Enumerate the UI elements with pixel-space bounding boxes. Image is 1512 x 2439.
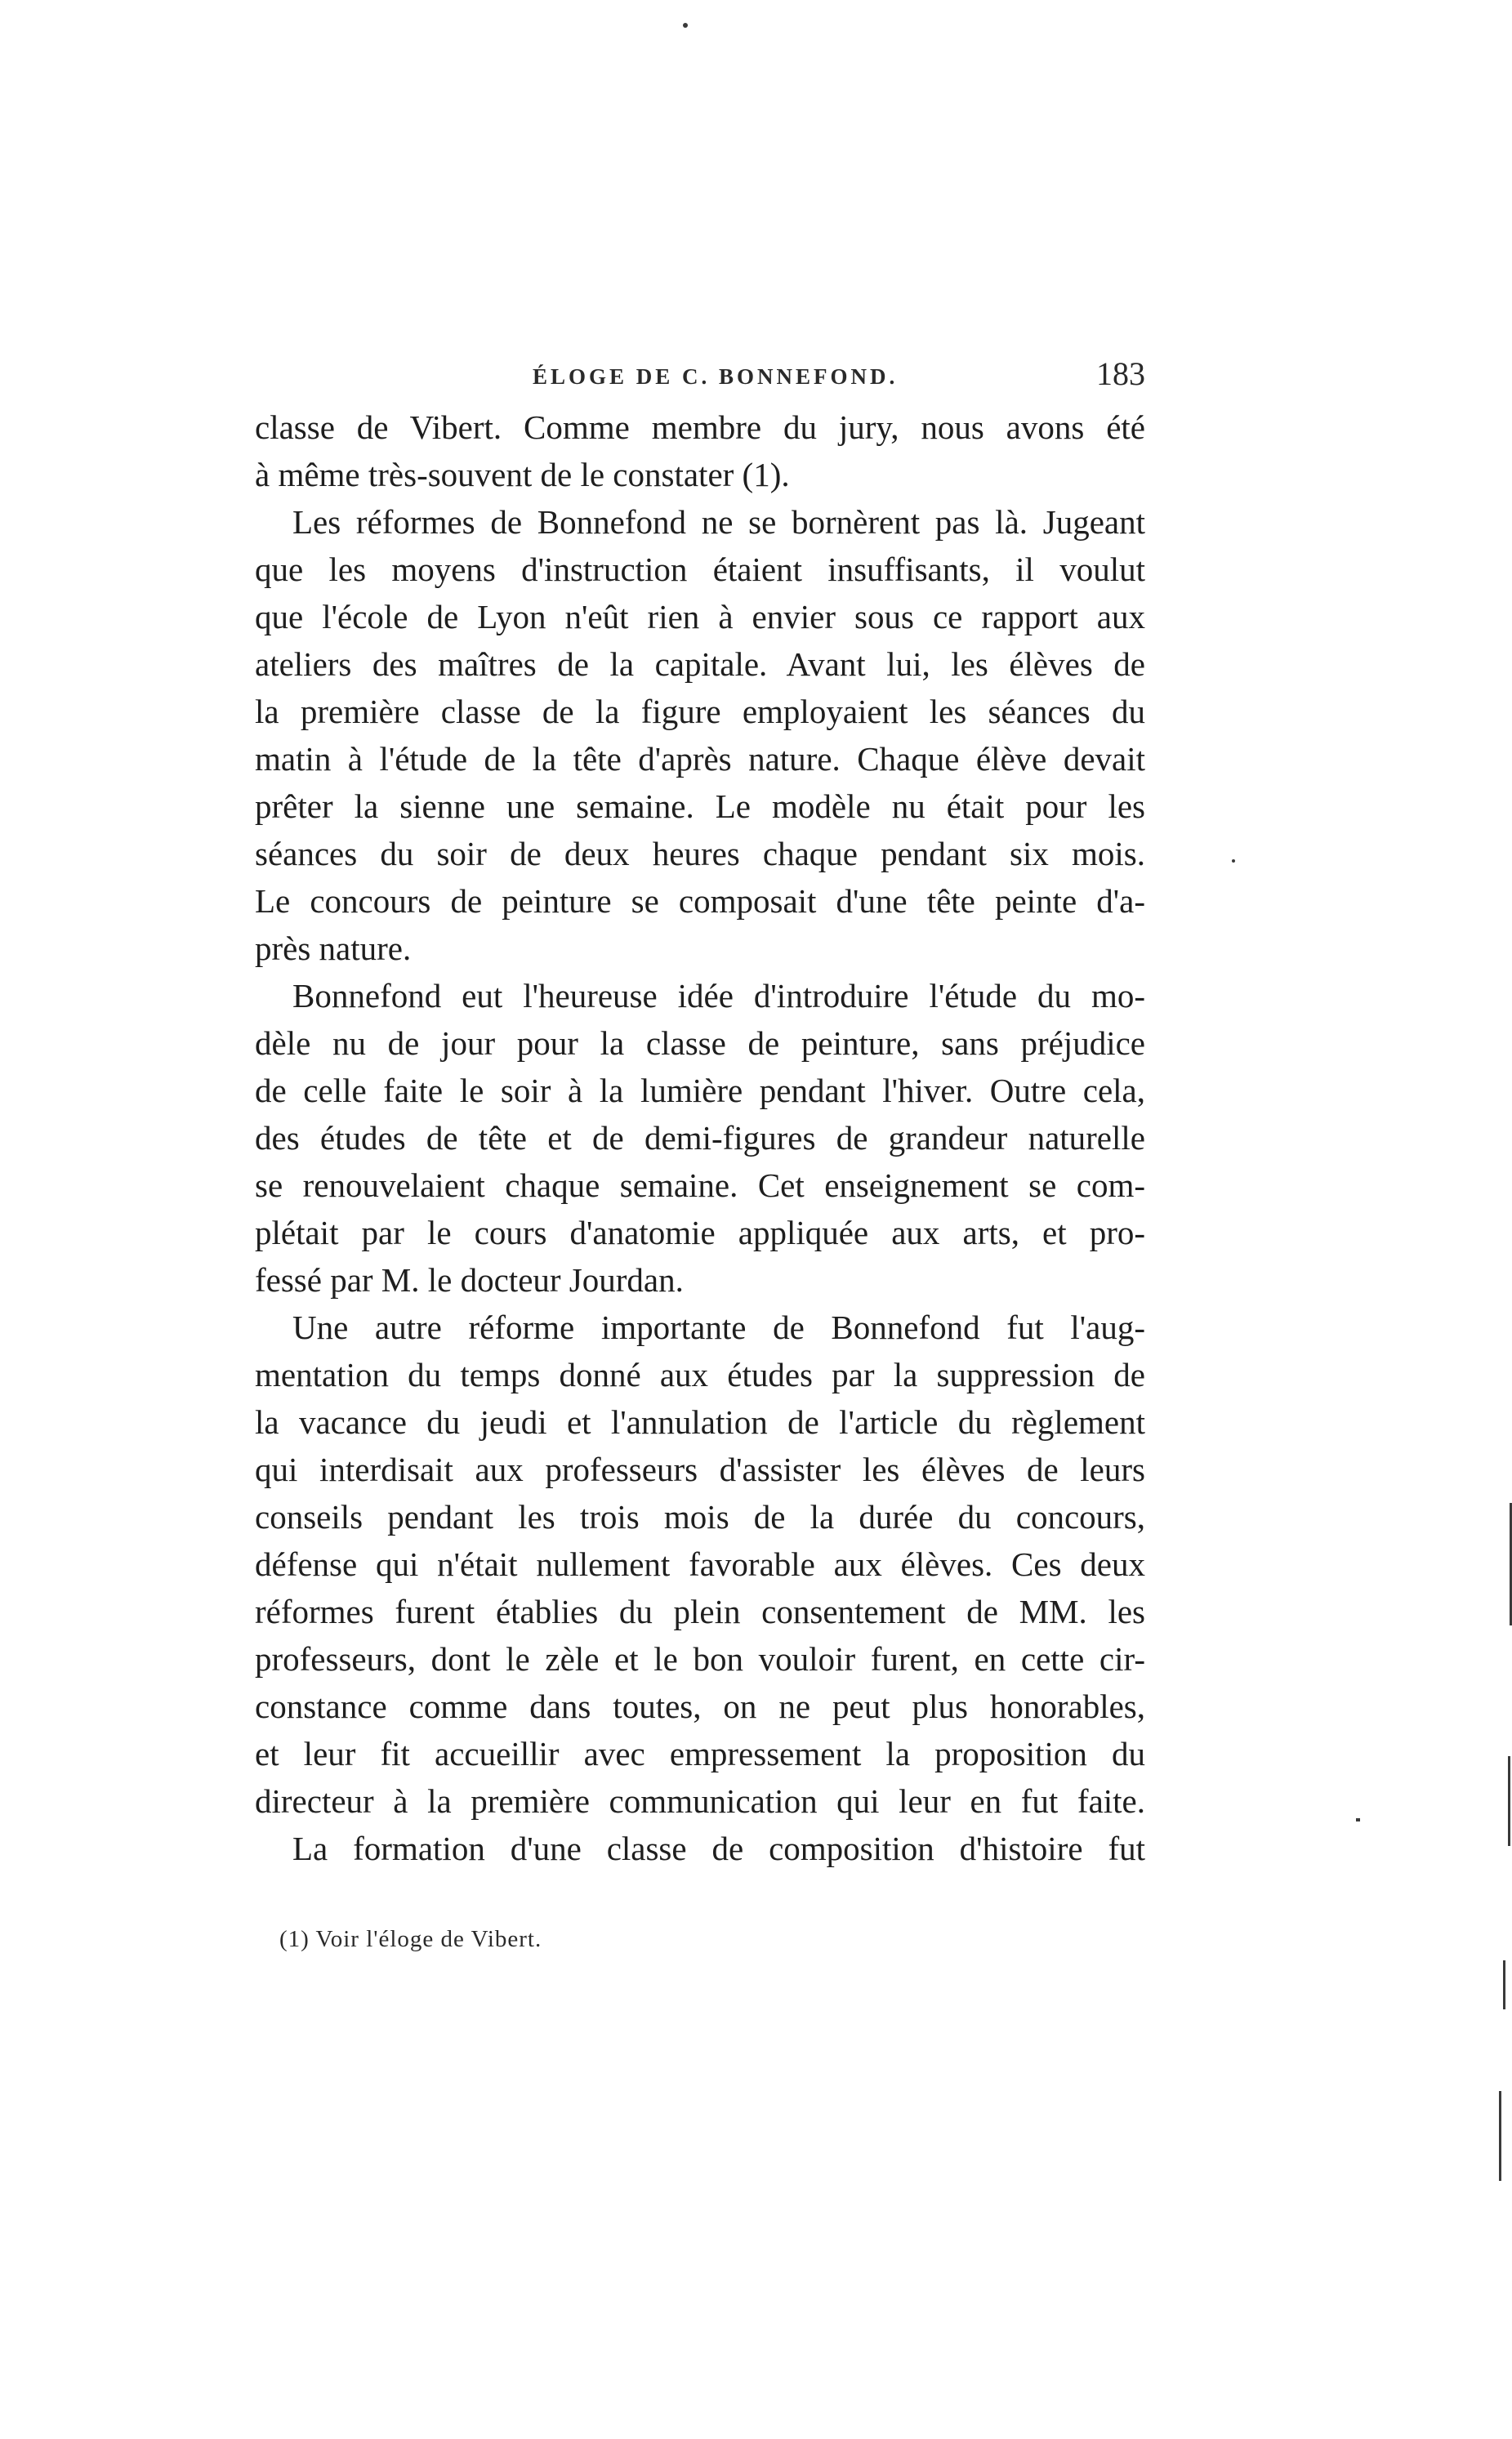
text-line: conseils pendant les trois mois de la durée du concours, xyxy=(255,1498,1145,1536)
scan-speck xyxy=(1503,1960,1505,2009)
scan-speck xyxy=(683,23,688,28)
text-line: classe de Vibert. Comme membre du jury, nous avons été xyxy=(255,408,1145,446)
text-line: fessé par M. le docteur Jourdan. xyxy=(255,1261,684,1299)
text-line: se renouvelaient chaque semaine. Cet enseignement se com- xyxy=(255,1166,1145,1204)
text-line: mentation du temps donné aux études par la suppression de xyxy=(255,1356,1145,1393)
text-line: La formation d'une classe de composition d'histoire fut xyxy=(292,1830,1145,1867)
page-header xyxy=(255,350,1145,399)
text-line: Les réformes de Bonnefond ne se bornèrent pas là. Jugeant xyxy=(292,503,1145,541)
text-line: prêter la sienne une semaine. Le modèle nu était pour les xyxy=(255,787,1145,825)
text-line: Le concours de peinture se composait d'une tête peinte d'a- xyxy=(255,882,1145,920)
text-line: des études de tête et de demi-figures de grandeur naturelle xyxy=(255,1119,1145,1157)
text-line: que l'école de Lyon n'eût rien à envier sous ce rapport aux xyxy=(255,598,1145,635)
scan-speck xyxy=(1232,859,1235,863)
footnote: (1) Voir l'éloge de Vibert. xyxy=(279,1926,542,1952)
scan-speck xyxy=(1499,2091,1501,2181)
text-line: à même très-souvent de le constater (1). xyxy=(255,456,790,493)
text-line: directeur à la première communication qui leur en fut faite. xyxy=(255,1782,1145,1820)
text-line: la première classe de la figure employaient les séances du xyxy=(255,693,1145,730)
text-line: ateliers des maîtres de la capitale. Avant lui, les élèves de xyxy=(255,645,1145,683)
text-line: professeurs, dont le zèle et le bon vouloir furent, en cette cir- xyxy=(255,1640,1145,1678)
text-line: Bonnefond eut l'heureuse idée d'introduire l'étude du mo- xyxy=(292,977,1145,1014)
text-line: et leur fit accueillir avec empressement la proposition du xyxy=(255,1735,1145,1772)
text-line: constance comme dans toutes, on ne peut plus honorables, xyxy=(255,1688,1145,1725)
text-line: Une autre réforme importante de Bonnefond fut l'aug- xyxy=(292,1309,1145,1346)
scan-speck xyxy=(1356,1818,1360,1821)
text-line: de celle faite le soir à la lumière pendant l'hiver. Outre cela, xyxy=(255,1072,1145,1109)
text-line: matin à l'étude de la tête d'après nature. Chaque élève devait xyxy=(255,740,1145,778)
scan-speck xyxy=(1508,1756,1510,1846)
text-line: la vacance du jeudi et l'annulation de l'article du règlement xyxy=(255,1403,1145,1441)
text-line: plétait par le cours d'anatomie appliquée aux arts, et pro- xyxy=(255,1214,1145,1251)
text-line: défense qui n'était nullement favorable aux élèves. Ces deux xyxy=(255,1545,1145,1583)
text-line: qui interdisait aux professeurs d'assister les élèves de leurs xyxy=(255,1451,1145,1488)
running-title: ÉLOGE DE C. BONNEFOND. xyxy=(533,364,899,389)
page-number: 183 xyxy=(1096,355,1145,392)
text-line: réformes furent établies du plein consentement de MM. les xyxy=(255,1593,1145,1630)
text-line: près nature. xyxy=(255,930,412,967)
body-text xyxy=(255,404,1145,1872)
text-line: séances du soir de deux heures chaque pendant six mois. xyxy=(255,835,1145,872)
text-line: que les moyens d'instruction étaient insuffisants, il voulut xyxy=(255,551,1145,588)
text-line: dèle nu de jour pour la classe de peinture, sans préjudice xyxy=(255,1024,1145,1062)
